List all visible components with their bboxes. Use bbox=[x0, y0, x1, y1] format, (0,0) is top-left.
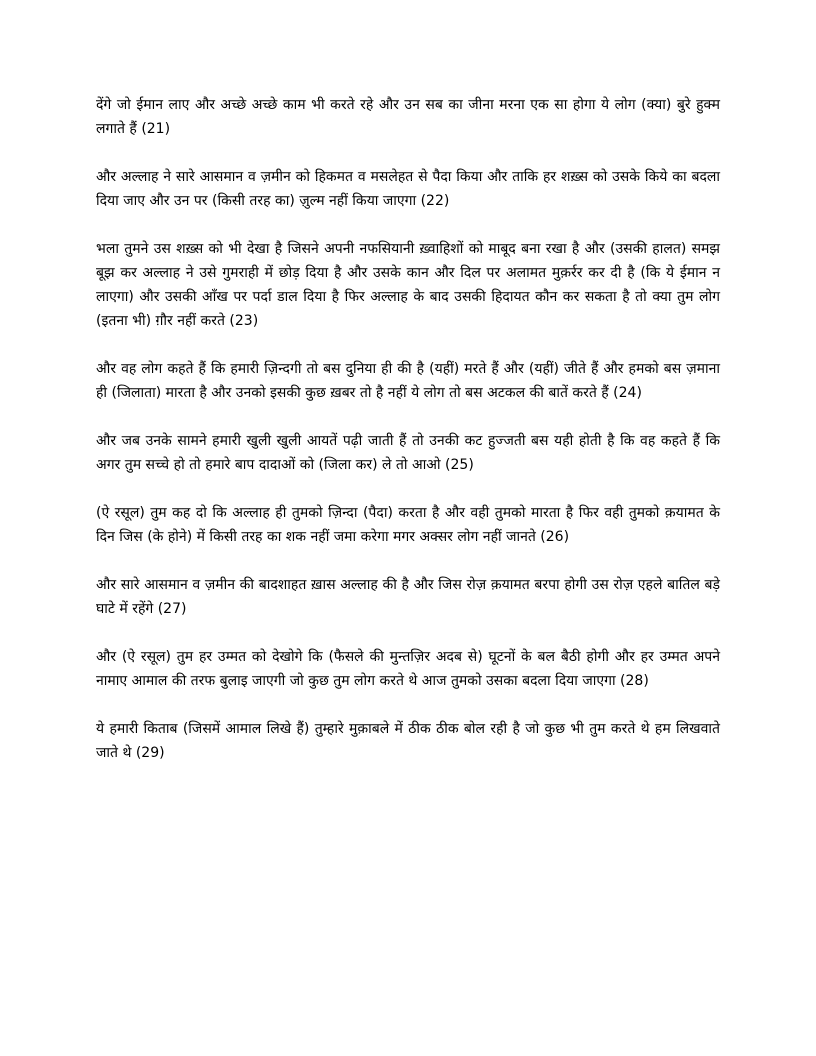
verse-paragraph-29: ये हमारी किताब (जिसमें आमाल लिखे हैं) तुम्हारे मुक़ाबले में ठीक ठीक बोल रही है जो कुछ भी तुम करते थे हम लिखवाते जाते थे (29) bbox=[96, 721, 720, 761]
verse-paragraph-27: और सारे आसमान व ज़मीन की बादशाहत ख़ास अल्लाह की है और जिस रोज़ क़यामत बरपा होगी उस रोज़ एहले बातिल बड़े घाटे में रहेंगे (27) bbox=[96, 577, 720, 617]
verse-paragraph-21: देंगे जो ईमान लाए और अच्छे अच्छे काम भी करते रहे और उन सब का जीना मरना एक सा होगा ये लोग (क्या) बुरे हुक्म लगाते हैं (21) bbox=[96, 97, 720, 137]
document-page bbox=[96, 93, 720, 789]
verse-paragraph-25: और जब उनके सामने हमारी खुली खुली आयतें पढ़ी जाती हैं तो उनकी कट हुज्जती बस यही होती है कि वह कहते हैं कि अगर तुम सच्चे हो तो हमारे बाप दादाओं को (जिला कर) ले तो आओ (25) bbox=[96, 433, 720, 473]
verse-paragraph-24: और वह लोग कहते हैं कि हमारी ज़िन्दगी तो बस दुनिया ही की है (यहीं) मरते हैं और (यहीं) जीते हैं और हमको बस ज़माना ही (जिलाता) मारता है और उनको इसकी कुछ ख़बर तो है नहीं ये लोग तो बस अटकल की बातें करते हैं (24) bbox=[96, 361, 720, 401]
verse-paragraph-22: और अल्लाह ने सारे आसमान व ज़मीन को हिकमत व मसलेहत से पैदा किया और ताकि हर शख़्स को उसके किये का बदला दिया जाए और उन पर (किसी तरह का) ज़ुल्म नहीं किया जाएगा (22) bbox=[96, 169, 720, 209]
verse-paragraph-26: (ऐ रसूल) तुम कह दो कि अल्लाह ही तुमको ज़िन्दा (पैदा) करता है और वही तुमको मारता है फिर वही तुमको क़यामत के दिन जिस (के होने) में किसी तरह का शक नहीं जमा करेगा मगर अक्सर लोग नहीं जानते (26) bbox=[96, 505, 720, 545]
verse-paragraph-28: और (ऐ रसूल) तुम हर उम्मत को देखोगे कि (फैसले की मुन्तज़िर अदब से) घूटनों के बल बैठी होगी और हर उम्मत अपने नामाए आमाल की तरफ बुलाइ जाएगी जो कुछ तुम लोग करते थे आज तुमको उसका बदला दिया जाएगा (28) bbox=[96, 649, 720, 689]
verse-paragraph-23: भला तुमने उस शख़्स को भी देखा है जिसने अपनी नफसियानी ख़्वाहिशों को माबूद बना रखा है और (उसकी हालत) समझ बूझ कर अल्लाह ने उसे गुमराही में छोड़ दिया है और उसके कान और दिल पर अलामत मुक़र्रर कर दी है (कि ये ईमान न लाएगा) और उसकी आँख पर पर्दा डाल दिया है फिर अल्लाह के बाद उसकी हिदायत कौन कर सकता है तो क्या तुम लोग (इतना भी) ग़ौर नहीं करते (23) bbox=[96, 241, 720, 329]
